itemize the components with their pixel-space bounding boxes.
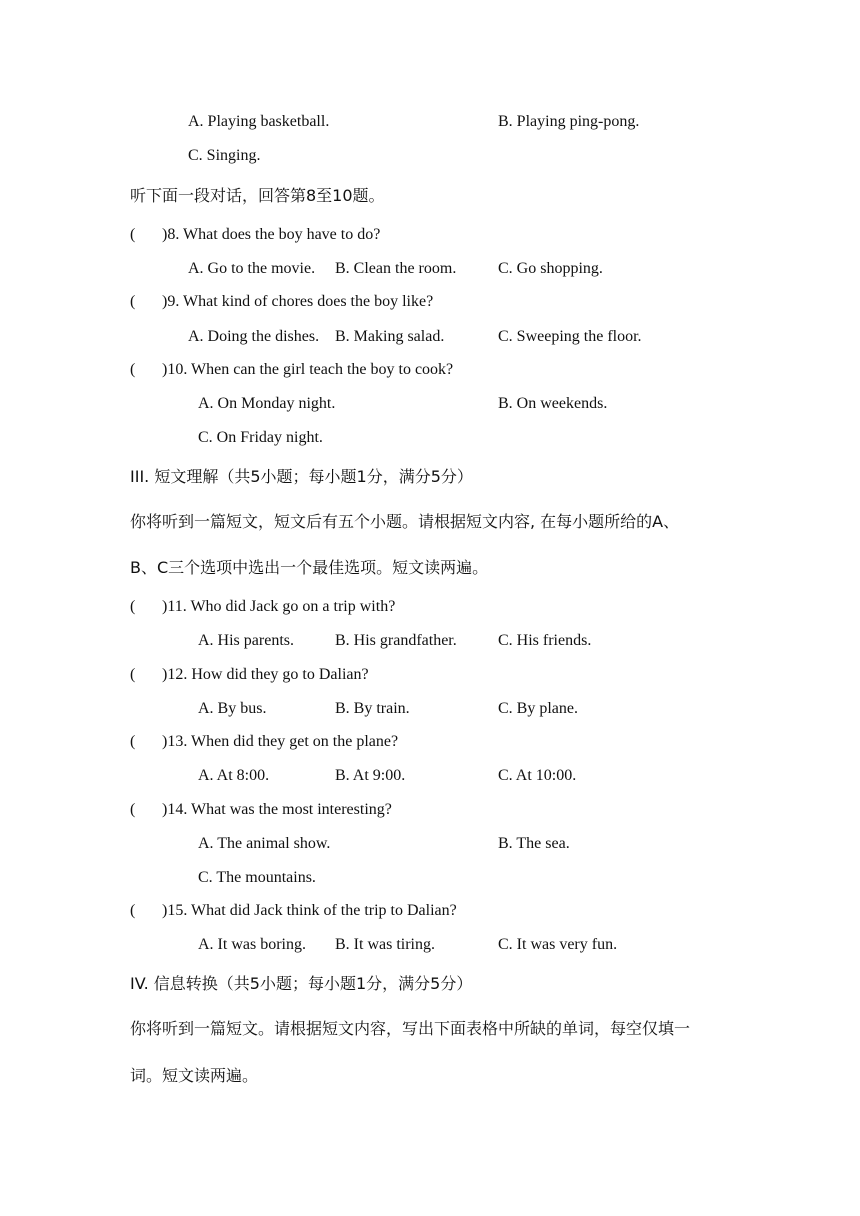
answer-paren: (	[130, 361, 136, 378]
q14-option-c: C. The mountains.	[198, 869, 316, 886]
section-3-heading: III. 短文理解（共5小题；每小题1分，满分5分）	[130, 467, 473, 486]
q9-option-c: C. Sweeping the floor.	[498, 328, 642, 345]
q8-option-b: B. Clean the room.	[335, 260, 457, 277]
q15-option-b: B. It was tiring.	[335, 936, 435, 953]
q12-option-a: A. By bus.	[198, 700, 267, 717]
q8-option-c: C. Go shopping.	[498, 260, 603, 277]
question-13	[130, 732, 398, 752]
answer-paren: (	[130, 733, 136, 750]
question-stem: )9. What kind of chores does the boy like?	[162, 293, 434, 310]
question-stem: )11. Who did Jack go on a trip with?	[162, 598, 396, 615]
section-4-instruction-line2: 词。短文读两遍。	[130, 1066, 259, 1085]
q10-option-c: C. On Friday night.	[198, 429, 323, 446]
section-4-instruction-line1: 你将听到一篇短文。请根据短文内容，写出下面表格中所缺的单词，每空仅填一	[130, 1019, 691, 1038]
q9-option-b: B. Making salad.	[335, 328, 445, 345]
question-8	[130, 225, 380, 245]
question-10	[130, 360, 453, 380]
q7-option-a: A. Playing basketball.	[188, 113, 330, 130]
dialogue-instruction: 听下面一段对话，回答第8至10题。	[130, 186, 385, 205]
question-stem: )8. What does the boy have to do?	[162, 226, 381, 243]
q9-option-a: A. Doing the dishes.	[188, 328, 320, 345]
q12-option-b: B. By train.	[335, 700, 410, 717]
section-4-heading: IV. 信息转换（共5小题；每小题1分，满分5分）	[130, 974, 473, 993]
q7-option-b: B. Playing ping-pong.	[498, 113, 640, 130]
answer-paren: (	[130, 293, 136, 310]
q15-option-c: C. It was very fun.	[498, 936, 618, 953]
q10-option-a: A. On Monday night.	[198, 395, 336, 412]
answer-paren: (	[130, 801, 136, 818]
question-14	[130, 800, 392, 820]
q10-option-b: B. On weekends.	[498, 395, 608, 412]
question-stem: )13. When did they get on the plane?	[162, 733, 399, 750]
q11-option-b: B. His grandfather.	[335, 632, 457, 649]
q13-option-a: A. At 8:00.	[198, 767, 270, 784]
answer-paren: (	[130, 598, 136, 615]
answer-paren: (	[130, 226, 136, 243]
q13-option-b: B. At 9:00.	[335, 767, 406, 784]
question-stem: )15. What did Jack think of the trip to Dalian?	[162, 902, 457, 919]
q12-option-c: C. By plane.	[498, 700, 578, 717]
q11-option-c: C. His friends.	[498, 632, 592, 649]
question-12	[130, 665, 369, 685]
answer-paren: (	[130, 902, 136, 919]
question-stem: )14. What was the most interesting?	[162, 801, 392, 818]
question-stem: )10. When can the girl teach the boy to cook?	[162, 361, 454, 378]
question-stem: )12. How did they go to Dalian?	[162, 666, 369, 683]
q14-option-a: A. The animal show.	[198, 835, 331, 852]
q15-option-a: A. It was boring.	[198, 936, 306, 953]
section-3-instruction-line1: 你将听到一篇短文，短文后有五个小题。请根据短文内容, 在每小题所给的A、	[130, 512, 680, 531]
question-11	[130, 597, 395, 617]
q14-option-b: B. The sea.	[498, 835, 570, 852]
question-9	[130, 292, 433, 312]
q7-option-c: C. Singing.	[188, 147, 261, 164]
section-3-instruction-line2: B、C三个选项中选出一个最佳选项。短文读两遍。	[130, 558, 489, 577]
q8-option-a: A. Go to the movie.	[188, 260, 316, 277]
answer-paren: (	[130, 666, 136, 683]
question-15	[130, 901, 457, 921]
q11-option-a: A. His parents.	[198, 632, 294, 649]
q13-option-c: C. At 10:00.	[498, 767, 577, 784]
